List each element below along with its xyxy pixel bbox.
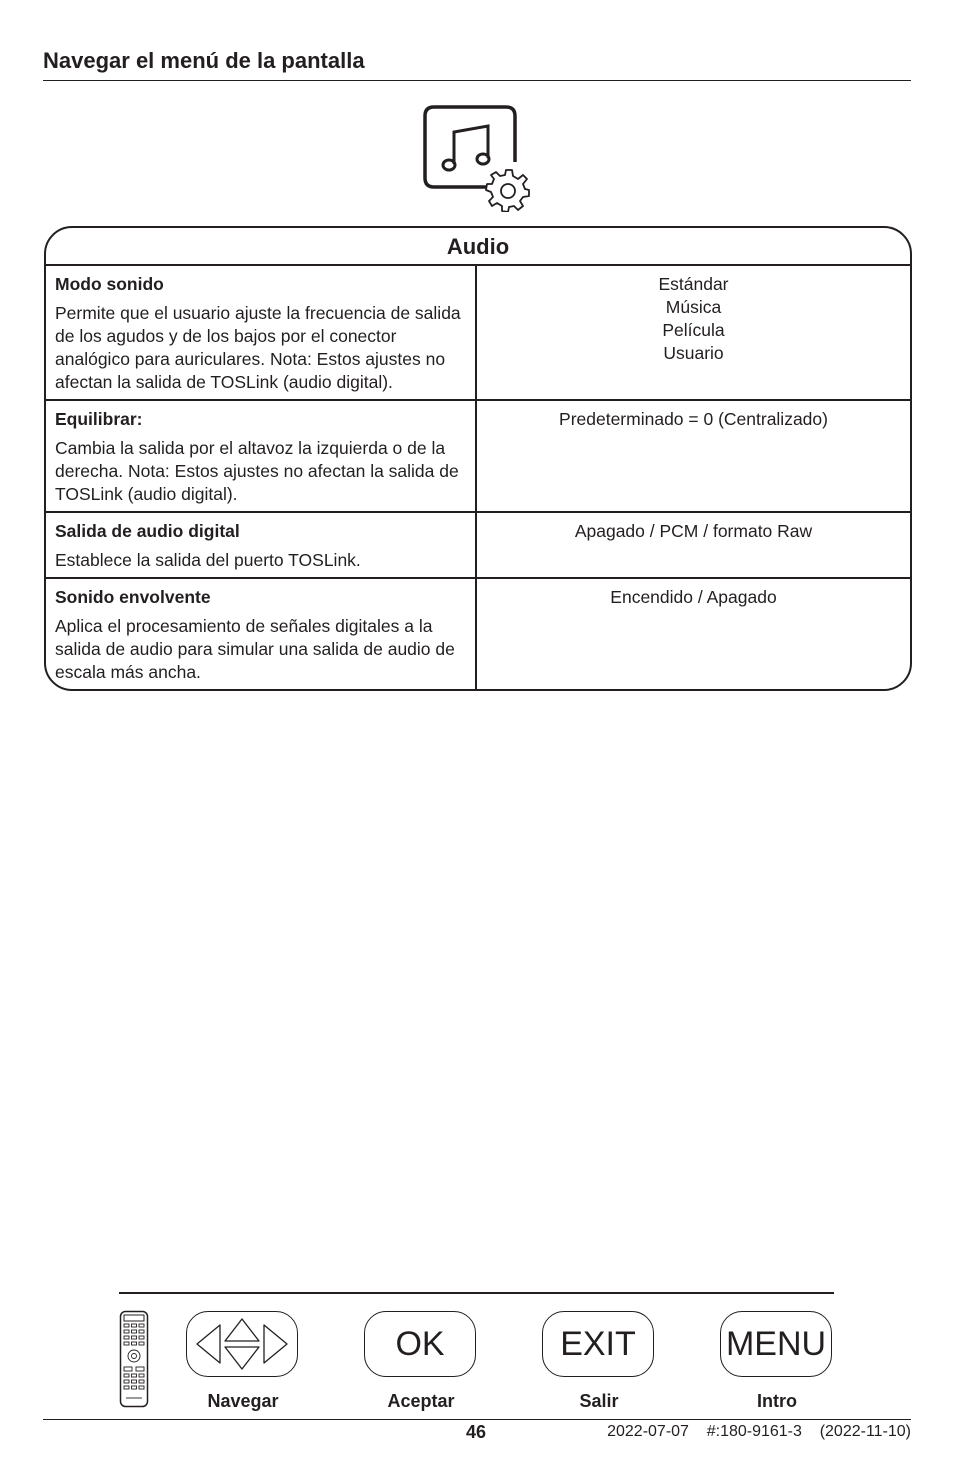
table-header: Audio	[46, 228, 910, 266]
setting-label: Modo sonido	[55, 274, 164, 294]
setting-description: Cambia la salida por el altavoz la izquierda o de la derecha. Nota: Estos ajustes no afectan la salida de TOSLink (audio digital).	[55, 438, 459, 504]
setting-cell	[46, 579, 477, 689]
menu-key-icon: MENU	[720, 1311, 832, 1377]
table-row-sonido-envolvente	[46, 579, 910, 689]
setting-label: Equilibrar:	[55, 409, 143, 429]
arrow-keys-icon	[186, 1311, 298, 1377]
legend-divider	[119, 1292, 834, 1294]
option-text: Película	[662, 320, 725, 340]
music-settings-icon	[420, 102, 532, 212]
option-text: Música	[665, 297, 722, 317]
intro-label: Intro	[757, 1391, 797, 1411]
options-cell	[477, 401, 910, 511]
setting-cell	[46, 513, 477, 577]
option-text: Estándar	[658, 274, 729, 294]
setting-description: Aplica el procesamiento de señales digitales a la salida de audio para simular una salida de audio de escala más ancha.	[55, 616, 455, 682]
setting-cell	[46, 401, 477, 511]
aceptar-label: Aceptar	[387, 1391, 455, 1411]
ok-key-icon: OK	[364, 1311, 476, 1377]
setting-description: Establece la salida del puerto TOSLink.	[55, 550, 361, 570]
setting-label: Salida de audio digital	[55, 521, 240, 541]
audio-settings-table	[44, 226, 912, 691]
options-cell	[477, 266, 910, 399]
setting-cell	[46, 266, 477, 399]
document-metadata: 2022-07-07 #:180-9161-3 (2022-11-10)	[607, 1423, 911, 1440]
setting-label: Sonido envolvente	[55, 587, 211, 607]
footer-divider	[43, 1419, 911, 1420]
table-row-modo-sonido	[46, 266, 910, 401]
exit-key-icon: EXIT	[542, 1311, 654, 1377]
navigation-arrows-icon	[188, 1313, 296, 1375]
page-number: 46	[465, 1422, 487, 1442]
table-row-equilibrar	[46, 401, 910, 513]
title-divider	[43, 80, 911, 81]
options-cell	[477, 579, 910, 689]
salir-label: Salir	[579, 1391, 619, 1411]
options-cell	[477, 513, 910, 577]
table-row-salida-digital	[46, 513, 910, 579]
option-text: Predeterminado = 0 (Centralizado)	[559, 409, 828, 429]
remote-control-icon	[119, 1310, 149, 1408]
navegar-label: Navegar	[207, 1391, 279, 1411]
option-text: Apagado / PCM / formato Raw	[574, 521, 813, 541]
setting-description: Permite que el usuario ajuste la frecuencia de salida de los agudos y de los bajos por el conector analógico para auriculares. Nota: Estos ajustes no afectan la salida de TOSLink (audio digital).	[55, 303, 461, 392]
page-title: Navegar el menú de la pantalla	[43, 48, 365, 73]
option-text: Usuario	[663, 343, 724, 363]
option-text: Encendido / Apagado	[610, 587, 777, 607]
